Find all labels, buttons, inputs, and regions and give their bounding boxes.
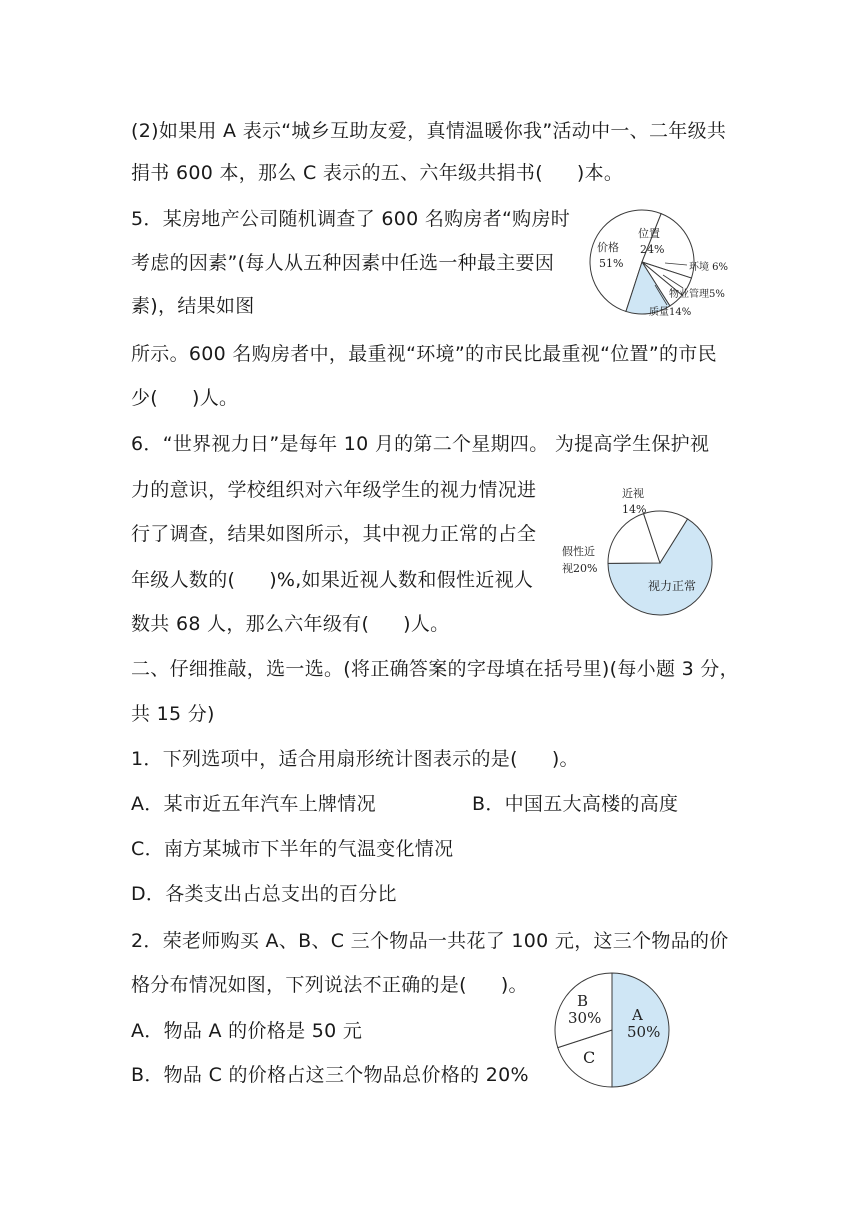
slice-label-myopia: 近视 — [622, 487, 644, 500]
text-line: 所示。600 名购房者中，最重视“环境”的市民比最重视“位置”的市民 — [131, 343, 717, 365]
option-b: B．物品 C 的价格占这三个物品总价格的 20% — [131, 1064, 529, 1086]
slice-label-c: C — [583, 1048, 596, 1067]
text-line-with-blank — [131, 612, 450, 636]
option-d: D．各类支出占总支出的百分比 — [131, 883, 397, 905]
slice-label-normal: 视力正常 — [648, 579, 697, 593]
text-line-with-blank — [131, 747, 579, 771]
option-a: A．某市近五年汽车上牌情况 — [131, 793, 376, 815]
slice-label-location: 位置 — [638, 227, 660, 240]
slice-label-quality: 质量14% — [649, 307, 692, 318]
text-line: (2)如果用 A 表示“城乡互助友爱，真情温暖你我”活动中一、二年级共 — [131, 120, 727, 142]
text-segment: 捐书 600 本，那么 C 表示的五、六年级共捐书( — [131, 162, 543, 184]
section-heading: 二、仔细推敲，选一选。(将正确答案的字母填在括号里)(每小题 3 分， — [131, 658, 739, 680]
option-b: B．中国五大高楼的高度 — [472, 793, 679, 815]
text-line: 行了调查，结果如图所示，其中视力正常的占全 — [131, 523, 537, 545]
slice-label-management: 物业管理5% — [669, 289, 725, 300]
slice-label-a-pct: 50% — [627, 1023, 661, 1041]
text-segment: )%,如果近视人数和假性近视人 — [269, 569, 534, 591]
slice-label-myopia-pct: 14% — [622, 503, 647, 516]
text-line-with-blank — [131, 973, 528, 997]
slice-label-b: B — [577, 992, 589, 1010]
question-5-line: 5．某房地产公司随机调查了 600 名购房者“购房时 — [131, 208, 571, 230]
question-2-line: 2．荣老师购买 A、B、C 三个物品一共花了 100 元，这三个物品的价 — [131, 930, 729, 952]
text-segment: )。 — [551, 748, 579, 770]
slice-label-price-pct: 51% — [599, 257, 624, 270]
pie-chart-housing — [585, 205, 755, 320]
pie-chart-eyesight — [560, 480, 720, 620]
text-segment: 年级人数的( — [131, 569, 236, 591]
slice-label-pseudo: 假性近 — [562, 545, 595, 558]
text-line-with-blank — [131, 161, 623, 185]
question-6-line: 6．“世界视力日”是每年 10 月的第二个星期四。 为提高学生保护视 — [131, 433, 710, 455]
option-c: C．南方某城市下半年的气温变化情况 — [131, 838, 454, 860]
text-segment: )本。 — [576, 162, 624, 184]
section-heading-cont: 共 15 分) — [131, 703, 215, 725]
text-line-with-blank — [131, 386, 238, 410]
pie2-slices — [608, 511, 712, 615]
slice-label-pseudo-pct: 视20% — [562, 562, 598, 575]
text-segment: 少( — [131, 387, 159, 409]
text-line: 考虑的因素”(每人从五种因素中任选一种最主要因 — [131, 252, 555, 274]
text-line-with-blank — [131, 568, 533, 592]
slice-label-a: A — [632, 1006, 643, 1024]
pie-chart-prices — [550, 970, 690, 1094]
text-segment: 格分布情况如图，下列说法不正确的是( — [131, 974, 467, 996]
text-segment: )人。 — [192, 387, 239, 409]
text-segment: )。 — [500, 974, 528, 996]
slice-label-price: 价格 — [597, 241, 619, 254]
text-segment: 1．下列选项中，适合用扇形统计图表示的是( — [131, 748, 518, 770]
text-line: 素)，结果如图 — [131, 295, 255, 317]
slice-label-location-pct: 24% — [640, 243, 665, 256]
text-segment: 数共 68 人，那么六年级有( — [131, 613, 370, 635]
text-segment: )人。 — [403, 613, 450, 635]
slice-label-b-pct: 30% — [568, 1009, 602, 1027]
slice-label-environment: 环境 6% — [689, 262, 729, 273]
option-a: A．物品 A 的价格是 50 元 — [131, 1020, 363, 1042]
text-line: 力的意识，学校组织对六年级学生的视力情况进 — [131, 479, 537, 501]
